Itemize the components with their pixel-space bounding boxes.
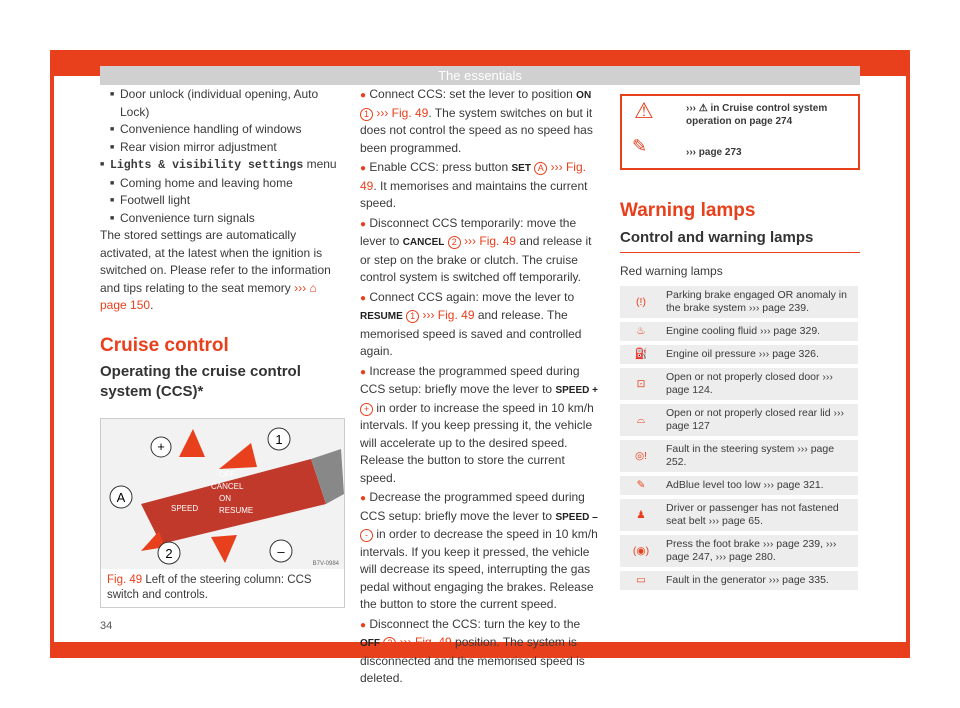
- step-5: ● Increase the programmed speed during CCS setup: briefly move the lever to SPEED + + in order to increase the speed in 10 km/h intervals. If you keep pressing it, the vehicle will accelerate up to the desired speed. Release the button to store the current speed.: [360, 363, 598, 485]
- foot-brake-icon: (◉): [620, 533, 662, 569]
- subsection-title: Control and warning lamps: [620, 228, 860, 253]
- table-row: [620, 474, 858, 497]
- list-item: ■ Rear vision mirror adjustment: [110, 139, 343, 157]
- lever-text-speed: SPEED: [171, 504, 199, 513]
- figure-image: [101, 419, 344, 569]
- lever-text-cancel: CANCEL: [211, 482, 244, 491]
- list-item: ■ Coming home and leaving home: [110, 175, 343, 193]
- menu-name: Lights & visibility settings: [110, 159, 304, 172]
- page-number: 34: [100, 620, 113, 632]
- key-label: CANCEL: [402, 237, 445, 248]
- lamp-text: Press the foot brake ››› page 239, ››› page 247, ››› page 280.: [662, 533, 858, 569]
- caption-text: Left of the steering column: CCS switch and controls.: [107, 574, 312, 601]
- fig-link[interactable]: ››› Fig. 49: [376, 105, 429, 120]
- fig-mark-2: 2: [165, 546, 173, 561]
- figure: [100, 418, 345, 608]
- table-row: [620, 286, 858, 320]
- adblue-icon: ✎: [620, 474, 662, 497]
- callout: +: [360, 403, 373, 416]
- list-item: ■ Footwell light: [110, 192, 343, 210]
- step-text: Enable CCS: press button: [369, 160, 509, 174]
- section-title: Warning lamps: [620, 200, 756, 221]
- table-row: [620, 366, 858, 402]
- lever-text-on: ON: [219, 494, 231, 503]
- callout: 1: [406, 310, 419, 323]
- warning-ref[interactable]: ››› ⚠ in Cruise control system operation on page 274: [686, 103, 828, 127]
- page-header: The essentials: [100, 66, 860, 85]
- step-text: Increase the programmed speed during CCS setup: briefly move the lever to: [360, 363, 580, 396]
- warning-lamp-table: [620, 286, 858, 594]
- step-1: ● Connect CCS: set the lever to position ON 1 ››› Fig. 49. The system switches on but it does not control the speed as no speed has been programmed.: [360, 87, 593, 155]
- column-right: [620, 94, 860, 594]
- figure-caption: [101, 569, 344, 607]
- subsection-title: Operating the cruise control system (CCS)*: [100, 363, 301, 400]
- fig-link[interactable]: ››› Fig. 49: [422, 308, 475, 322]
- step-text: Disconnect the CCS: turn the key to the: [369, 616, 581, 631]
- seat-icon: ⌂: [309, 280, 317, 295]
- lever-text-off: OFF: [219, 470, 235, 479]
- lever-text-resume: RESUME: [219, 506, 254, 515]
- callout: 1: [360, 108, 373, 121]
- fig-link[interactable]: ››› Fig. 49: [399, 635, 452, 649]
- table-row: [620, 533, 858, 569]
- step-text: position. The system is disconnected and the memorised speed is deleted.: [360, 635, 585, 685]
- step-2: ● Enable CCS: press button SET A ››› Fig. 49. It memorises and maintains the current speed.: [360, 160, 588, 210]
- table-row: [620, 402, 858, 438]
- table-row: [620, 497, 858, 533]
- step-text: . It memorises and maintains the current speed.: [360, 178, 588, 210]
- step-4: ● Connect CCS again: move the lever to RESUME 1 ››› Fig. 49 and release. The memorised speed is saved and controlled again.: [360, 289, 582, 358]
- step-text: Connect CCS: set the lever to position: [369, 87, 573, 101]
- page-link[interactable]: page 150: [100, 298, 151, 312]
- list-item: ■ Convenience turn signals: [110, 210, 343, 228]
- menu-suffix: menu: [303, 157, 337, 171]
- list-item: ■ Door unlock (individual opening, Auto Lock): [110, 86, 343, 121]
- ccs-lever-drawing: [101, 419, 344, 569]
- menu-line: [100, 156, 343, 175]
- key-label: RESUME: [360, 311, 403, 322]
- column-middle: [360, 86, 603, 688]
- step-text: . The system switches on but it does not control the speed as no speed has been programmed.: [360, 105, 593, 155]
- lamp-text: Engine oil pressure ››› page 326.: [662, 343, 858, 366]
- callout: 2: [383, 637, 396, 650]
- ref-arrow: ›››: [294, 280, 307, 295]
- oil-can-icon: ⛽: [620, 343, 662, 366]
- tip-ref[interactable]: ››› page 273: [686, 147, 742, 158]
- figure-label: Fig. 49: [107, 574, 143, 586]
- lamp-text: AdBlue level too low ››› page 321.: [662, 474, 858, 497]
- fig-mark-minus: –: [277, 544, 285, 559]
- callout: -: [360, 529, 373, 542]
- figure-code: B7V-0984: [312, 561, 339, 567]
- table-row: [620, 569, 858, 592]
- fig-link[interactable]: ››› Fig. 49: [360, 160, 586, 193]
- step-6: ● Decrease the programmed speed during CCS setup: briefly move the lever to SPEED – - in order to decrease the speed in 10 km/h intervals. If you keep it pressed, the vehicle will decrease its speed, interrupting the gas pedal without engaging the brakes. Release the button to store the current speed.: [360, 490, 598, 611]
- rear-lid-icon: ⌓: [620, 402, 662, 438]
- battery-icon: ▭: [620, 569, 662, 592]
- key-label: SPEED –: [555, 511, 598, 523]
- table-row: [620, 320, 858, 343]
- step-text: and release. The memorised speed is saved and controlled again.: [360, 308, 582, 358]
- door-open-icon: ⊡: [620, 366, 662, 402]
- step-text: Decrease the programmed speed during CCS setup: briefly move the lever to: [360, 490, 585, 523]
- key-label: SET: [511, 163, 531, 174]
- warning-box: [620, 94, 860, 170]
- key-label: ON: [576, 90, 592, 101]
- step-text: and release it or step on the brake or clutch. The cruise control system is switched off temporarily.: [360, 234, 592, 284]
- fig-mark-A: A: [116, 490, 126, 505]
- steering-wheel-icon: ◎!: [620, 438, 662, 474]
- lamp-text: Open or not properly closed rear lid ››› page 127: [662, 402, 858, 438]
- callout: A: [534, 162, 547, 175]
- key-label: OFF: [360, 638, 380, 649]
- key-label: SPEED +: [555, 385, 598, 396]
- coolant-icon: ♨: [620, 320, 662, 343]
- lamp-text: Open or not properly closed door ››› page 124.: [662, 366, 858, 402]
- table-row: [620, 438, 858, 474]
- list-item: ■ Convenience handling of windows: [110, 121, 343, 139]
- lamp-text: Driver or passenger has not fastened seat belt ››› page 65.: [662, 497, 858, 533]
- step-text: Disconnect CCS temporarily: move the lever to: [360, 215, 577, 248]
- seatbelt-icon: ♟: [620, 497, 662, 533]
- fig-link[interactable]: ››› Fig. 49: [464, 234, 517, 248]
- fig-mark-1: 1: [275, 432, 283, 447]
- callout: 2: [448, 236, 461, 249]
- lamp-text: Fault in the generator ››› page 335.: [662, 569, 858, 592]
- step-text: in order to increase the speed in 10 km/h intervals. If you keep pressing it, the vehicle will accelerate up to the desired speed. Release the button to store the current speed.: [360, 400, 594, 485]
- brake-warning-icon: (!): [620, 286, 662, 320]
- step-text: Connect CCS again: move the lever to: [369, 289, 575, 304]
- step-text: in order to decrease the speed in 10 km/h intervals. If you keep it pressed, the vehicle will decrease its speed, interrupting the gas pedal without engaging the brakes. Release the button to store the current speed.: [360, 527, 598, 611]
- step-7: ● Disconnect the CCS: turn the key to the OFF 2 ››› Fig. 49 position. The system is disconnected and the memorised speed is deleted.: [360, 616, 585, 685]
- paragraph-text: The stored settings are automatically activated, at the latest when the ignition is switched on. Please refer to the information and tips relating to the seat memory: [100, 228, 331, 295]
- lamp-text: Parking brake engaged OR anomaly in the brake system ››› page 239.: [662, 286, 858, 320]
- step-3: ● Disconnect CCS temporarily: move the lever to CANCEL 2 ››› Fig. 49 and release it or step on the brake or clutch. The cruise control system is switched off temporarily.: [360, 215, 592, 284]
- paragraph: The stored settings are automatically activated, at the latest when the ignition is switched on. Please refer to the information and tips relating to the seat memory ››› ⌂ page 150.: [100, 228, 331, 312]
- table-row: [620, 343, 858, 366]
- fig-mark-plus: +: [157, 439, 165, 454]
- lamp-text: Fault in the steering system ››› page 252.: [662, 438, 858, 474]
- column-left: [100, 86, 343, 608]
- red-lamps-title: Red warning lamps: [620, 263, 723, 278]
- section-title: Cruise control: [100, 334, 229, 356]
- tip-icon: ✎: [632, 136, 648, 156]
- warning-triangle-icon: ⚠: [634, 98, 654, 123]
- lamp-text: Engine cooling fluid ››› page 329.: [662, 320, 858, 343]
